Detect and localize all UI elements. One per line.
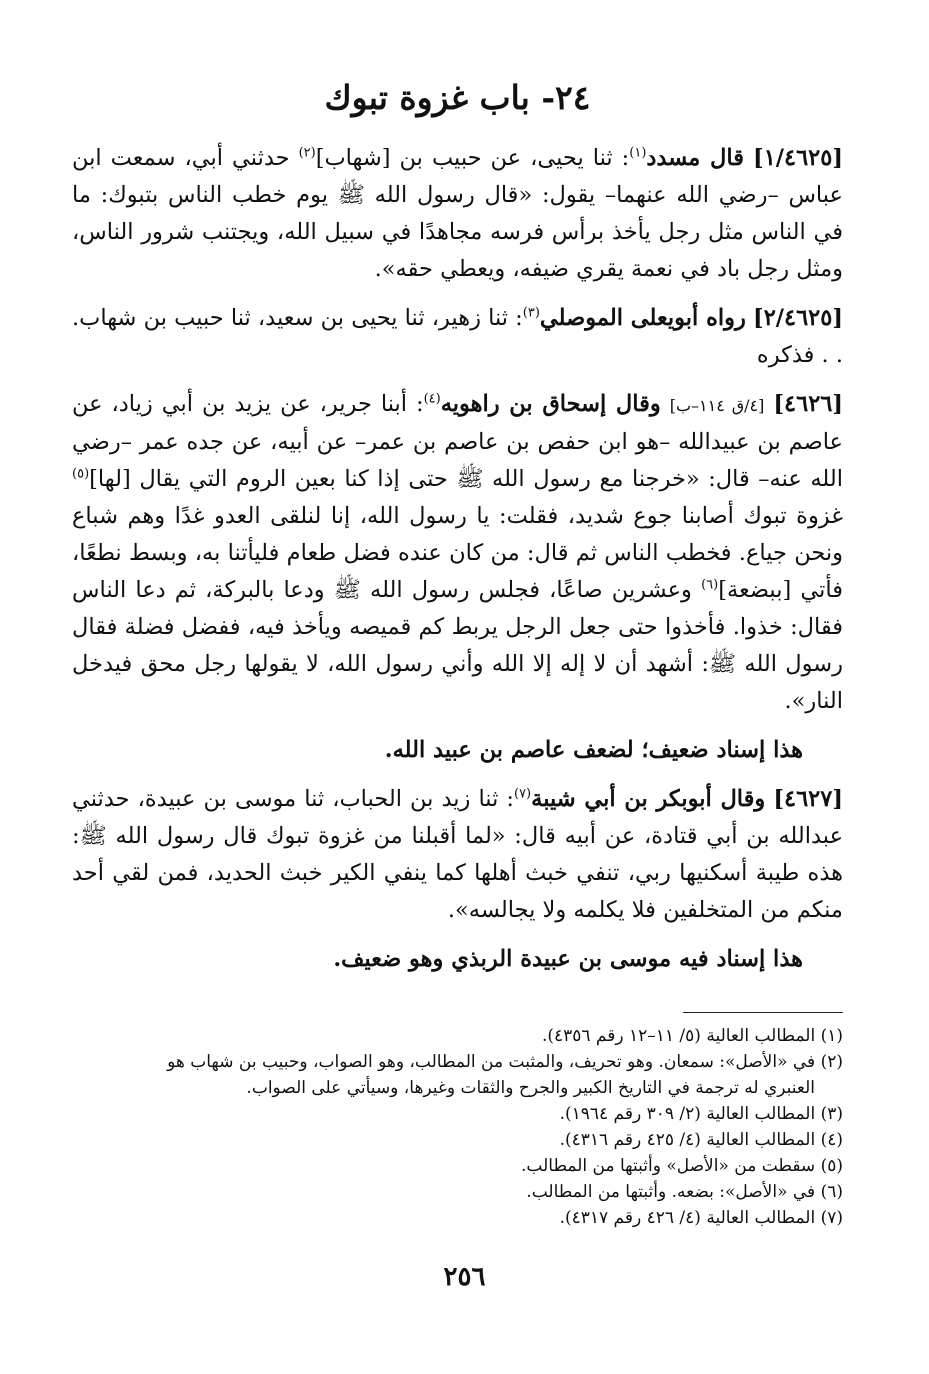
page-number: ٢٥٦ bbox=[443, 1262, 486, 1292]
footnote-6: (٦) في «الأصل»: بضعه. وأثبتها من المطالب. bbox=[526, 1181, 843, 1202]
footnote-marker: (٣) bbox=[522, 305, 540, 321]
hadith-text: غزوة تبوك أصابنا جوع شديد، فقلت: يا رسول الله، إنا لنلقى العدو غدًا وهم شباع ونحن جياع. فخطب الناس ثم قال: من كان عنده فضل طعام فليأتنا به، وبسط نطعًا، فأتي [ببضعة] bbox=[72, 502, 843, 603]
footnote-marker: (٤) bbox=[423, 391, 441, 407]
footnote-marker: (٧) bbox=[513, 786, 532, 802]
footnote-2: (٢) في «الأصل»: سمعان. وهو تحريف، والمثبت من المطالب، وهو الصواب، وحبيب بن شهاب هو bbox=[167, 1051, 843, 1072]
hadith-4627 bbox=[72, 781, 843, 929]
footnote-7: (٧) المطالب العالية (٤/ ٤٢٦ رقم ٤٣١٧). bbox=[559, 1207, 843, 1228]
footnote-4: (٤) المطالب العالية (٤/ ٤٢٥ رقم ٤٣١٦). bbox=[559, 1129, 843, 1150]
isnad-grading: هذا إسناد ضعيف؛ لضعف عاصم بن عبيد الله. bbox=[384, 736, 803, 763]
hadith-text: : ثنا يحيى، عن حبيب بن [شهاب] bbox=[315, 144, 630, 171]
hadith-text: وعشرين صاعًا، فجلس رسول الله ﷺ ودعا بالبركة، ثم دعا الناس فقال: خذوا. فأخذوا حتى جعل الرجل يربط كم قميصه ويأخذ فيه، ففضل فضلة فقال رسول الله ﷺ: أشهد أن لا إله إلا الله وأني رسول الله، لا يقولها رجل محق فيدخل النار». bbox=[72, 576, 843, 714]
chapter-title: ٢٤- باب غزوة تبوك bbox=[324, 78, 591, 117]
footnote-3: (٣) المطالب العالية (٢/ ٣٠٩ رقم ١٩٦٤). bbox=[559, 1103, 843, 1124]
hadith-source: قال مسدد bbox=[646, 144, 745, 171]
hadith-number: [٢/٤٦٢٥] bbox=[753, 304, 843, 331]
footnote-marker: (٦) bbox=[701, 577, 719, 593]
footnote-separator bbox=[683, 1012, 843, 1013]
hadith-text: : ثنا زيد بن الحباب، ثنا موسى بن عبيدة، حدثني عبدالله بن أبي قتادة، عن أبيه قال: «لما أقبلنا من غزوة تبوك قال رسول الله ﷺ: هذه طيبة أسكنيها ربي، تنفي خبث أهلها كما ينفي الكير خبث الحديد، فمن لقي أحد منكم من المتخلفين فلا يكلمه ولا يجالسه». bbox=[72, 785, 843, 923]
hadith-number: [٤٦٢٦] bbox=[773, 390, 844, 417]
footnote-marker: (٥) bbox=[72, 466, 90, 482]
hadith-source: وقال إسحاق بن راهويه bbox=[440, 390, 661, 417]
hadith-source: رواه أبويعلى الموصلي bbox=[539, 304, 746, 331]
footnote-marker: (١) bbox=[629, 145, 647, 161]
hadith-text: حدثني أبي، سمعت ابن عباس –رضي الله عنهما– يقول: «قال رسول الله ﷺ يوم خطب الناس بتبوك: ما في الناس مثل رجل يأخذ برأس فرسه مجاهدًا في سبيل الله، ويجتنب شرور الناس، ومثل رجل باد في نعمة يقري ضيفه، ويعطي حقه». bbox=[72, 144, 843, 282]
hadith-4625-2 bbox=[72, 300, 843, 374]
footnote-5: (٥) سقطت من «الأصل» وأثبتها من المطالب. bbox=[520, 1155, 843, 1176]
hadith-source: وقال أبوبكر بن أبي شيبة bbox=[531, 785, 766, 812]
manuscript-reference: [٤/ق ١١٤–ب] bbox=[669, 395, 765, 415]
hadith-number: [١/٤٦٢٥] bbox=[753, 144, 844, 171]
hadith-text: : أبنا جرير، عن يزيد بن أبي زياد، عن عاصم بن عبيدالله –هو ابن حفص بن عاصم بن عمر– عن أبيه، عن جده عمر –رضي الله عنه– قال: «خرجنا مع رسول الله ﷺ حتى إذا كنا بعين الروم التي يقال [لها] bbox=[72, 390, 843, 492]
hadith-4625-1 bbox=[72, 140, 843, 288]
hadith-number: [٤٦٢٧] bbox=[773, 785, 843, 812]
hadith-text: : ثنا زهير، ثنا يحيى بن سعيد، ثنا حبيب بن شهاب. . . فذكره bbox=[72, 304, 843, 368]
hadith-4626 bbox=[72, 386, 843, 720]
footnote-1: (١) المطالب العالية (٥/ ١١–١٢ رقم ٤٣٥٦). bbox=[541, 1025, 843, 1046]
footnote-2-continued: العنبري له ترجمة في التاريخ الكبير والجرح والثقات وغيرها، وسيأتي على الصواب. bbox=[246, 1077, 815, 1098]
footnotes bbox=[72, 1023, 843, 1231]
footnote-marker: (٢) bbox=[298, 145, 316, 161]
isnad-grading: هذا إسناد فيه موسى بن عبيدة الربذي وهو ضعيف. bbox=[333, 945, 803, 972]
